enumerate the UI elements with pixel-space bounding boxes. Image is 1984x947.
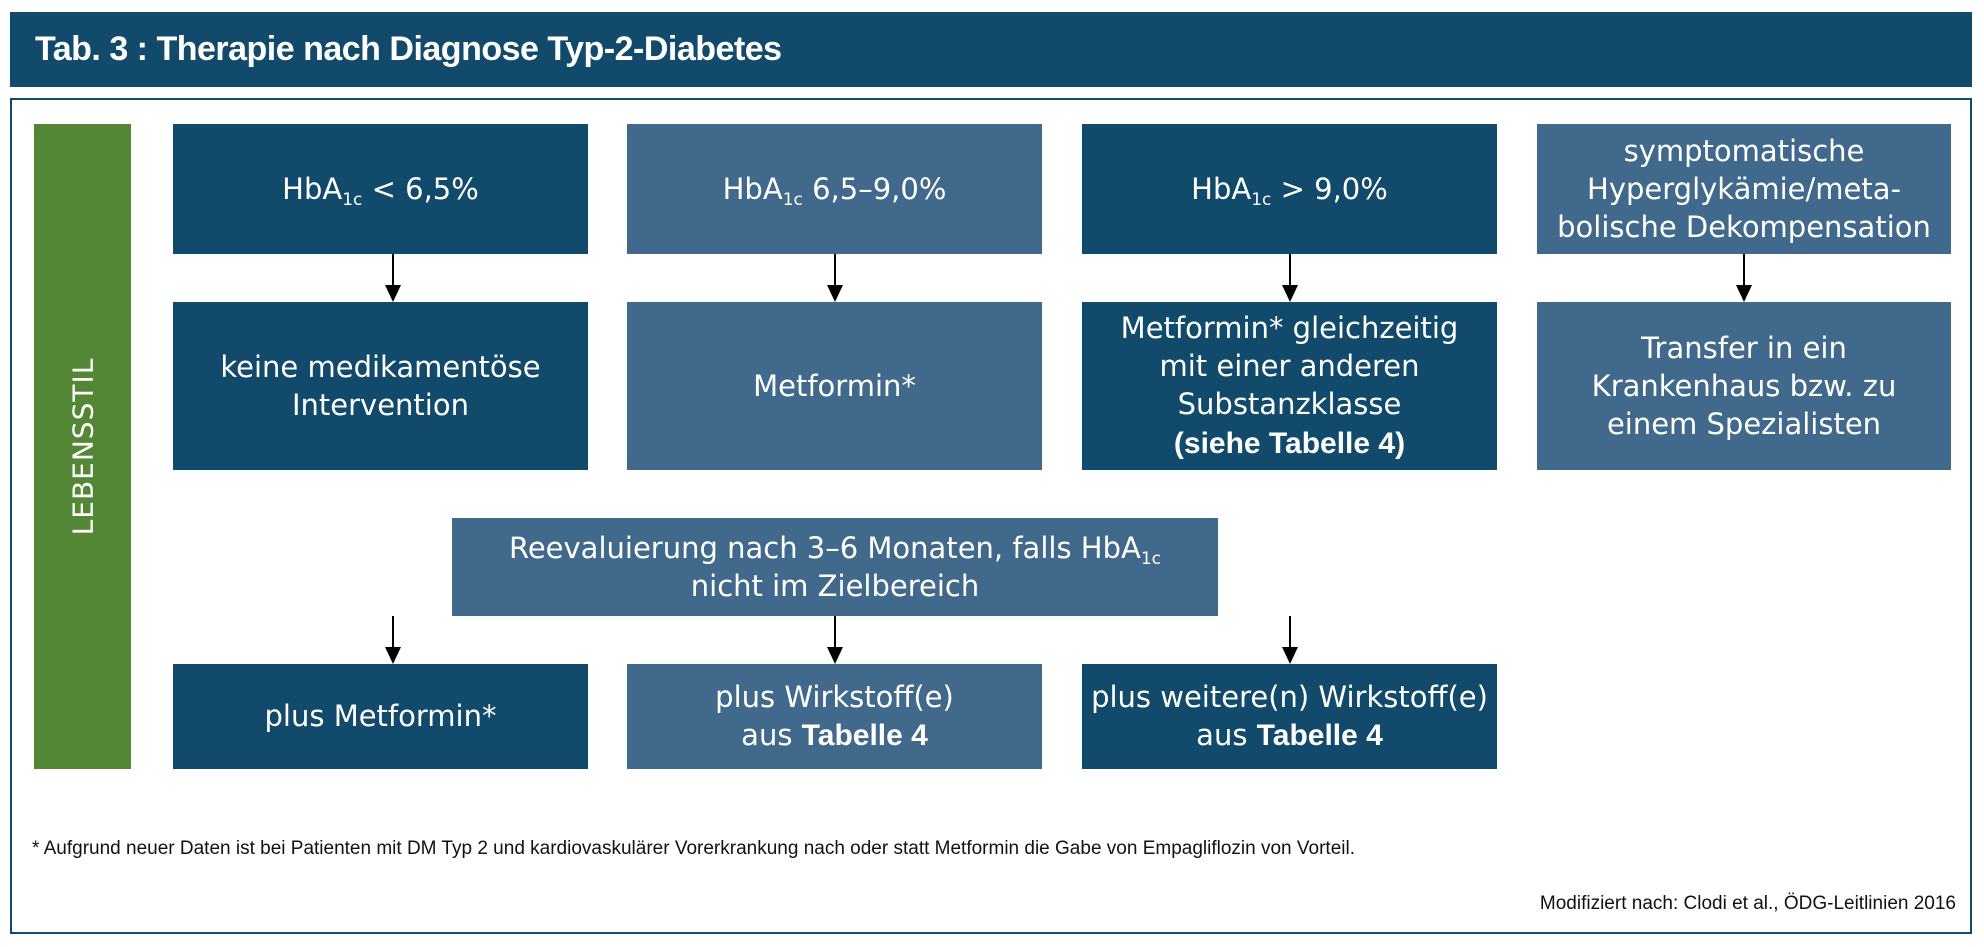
box-line: Transfer in ein: [1641, 330, 1847, 365]
box-line: Hyperglykämie/meta-: [1587, 171, 1901, 206]
box-line: Krankenhaus bzw. zu: [1591, 368, 1897, 403]
title-text: Tab. 3 : Therapie nach Diagnose Typ-2-Diabetes: [35, 30, 782, 68]
source-credit: Modifiziert nach: Clodi et al., ÖDG-Leitlinien 2016: [1539, 893, 1956, 914]
box-line: plus Wirkstoff(e): [715, 679, 954, 714]
arrow-down-icon: [385, 254, 401, 302]
box-text: HbA$_{1c}$ < 6,5%: [282, 171, 479, 210]
arrow-down-icon: [1736, 254, 1752, 302]
box-line: plus weitere(n) Wirkstoff(e): [1091, 679, 1488, 714]
box-line: mit einer anderen: [1159, 349, 1420, 384]
box-text: HbA$_{1c}$ 6,5–9,0%: [722, 171, 947, 210]
box-line: Metformin* gleichzeitig: [1120, 310, 1459, 345]
box-line: aus Tabelle 4: [741, 717, 928, 752]
box-line: keine medikamentöse: [220, 349, 541, 384]
box-line: aus Tabelle 4: [1196, 717, 1383, 752]
box-line: nicht im Zielbereich: [690, 569, 980, 603]
arrow-down-icon: [385, 616, 401, 664]
box-line: Intervention: [291, 388, 469, 422]
box-line: Substanzklasse: [1177, 387, 1402, 422]
arrow-down-icon: [1282, 616, 1298, 664]
arrow-down-icon: [827, 254, 843, 302]
sidebar-label: LEBENSSTIL: [66, 357, 99, 536]
box-line: einem Spezialisten: [1606, 407, 1882, 442]
arrow-down-icon: [1282, 254, 1298, 302]
box-line: plus Metformin*: [264, 699, 497, 734]
box-line: symptomatische: [1623, 133, 1865, 168]
footnote: * Aufgrund neuer Daten ist bei Patienten mit DM Typ 2 und kardiovaskulärer Vorerkrankung nach oder statt Metformin die Gabe von Empagliflozin von Vorteil.: [32, 838, 1355, 859]
box-line: bolische Dekompensation: [1557, 210, 1931, 245]
arrow-down-icon: [827, 616, 843, 664]
box-line: Metformin*: [753, 368, 916, 403]
box-bold-line: (siehe Tabelle 4): [1173, 426, 1406, 460]
box-line: Reevaluierung nach 3–6 Monaten, falls HbA$_{1c}$: [508, 530, 1161, 569]
box-text: HbA$_{1c}$ > 9,0%: [1191, 171, 1388, 210]
